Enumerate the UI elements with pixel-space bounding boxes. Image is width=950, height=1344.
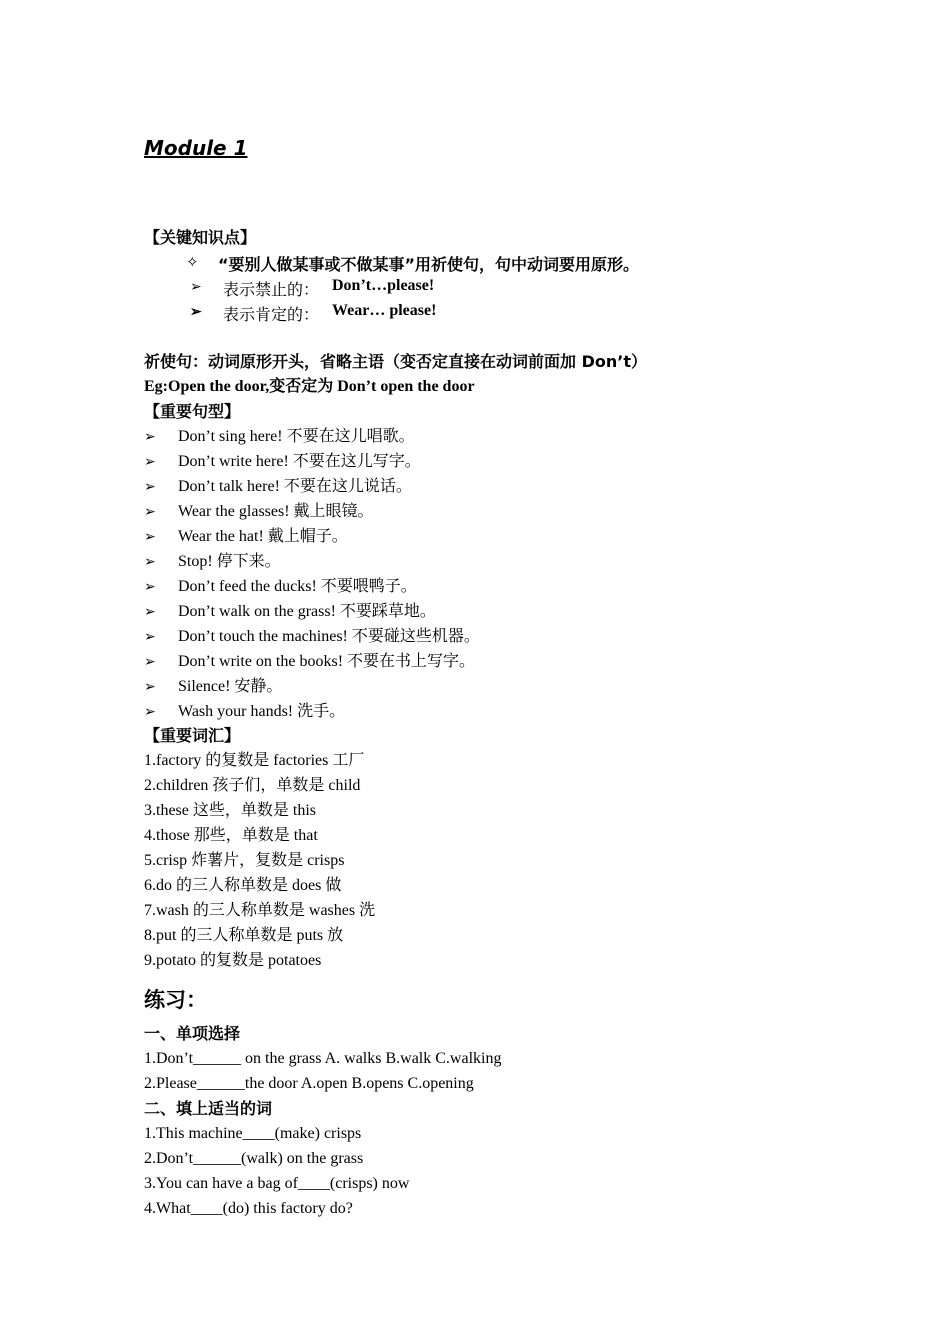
imperative-example: Eg:Open the door,变否定为 Don’t open the door <box>144 378 475 395</box>
arrowhead-bullet-icon: ➢ <box>144 480 156 495</box>
sentence-text: Don’t touch the machines! 不要碰这些机器。 <box>178 628 480 645</box>
arrowhead-bullet-icon: ➢ <box>144 455 156 470</box>
key-points-heading: 【关键知识点】 <box>144 228 257 247</box>
sentence-text: Wash your hands! 洗手。 <box>178 703 346 720</box>
section-2-heading: 二、填上适当的词 <box>144 1099 273 1118</box>
sentence-text: Wear the hat! 戴上帽子。 <box>178 528 348 545</box>
sentence-text: Don’t talk here! 不要在这儿说话。 <box>178 478 412 495</box>
arrowhead-bullet-icon: ➢ <box>144 580 156 595</box>
sentence-item <box>144 427 415 448</box>
arrowhead-bullet-icon: ➢ <box>190 280 202 295</box>
exercise-item: 3.You can have a bag of____(crisps) now <box>144 1175 410 1192</box>
exercise-item: 1.This machine____(make) crisps <box>144 1125 362 1142</box>
sentences-heading: 【重要句型】 <box>144 402 241 421</box>
key-point-rule: “要别人做某事或不做某事”用祈使句，句中动词要用原形。 <box>218 255 640 274</box>
arrowhead-bullet-icon: ➢ <box>144 530 156 545</box>
vocabulary-item: 5.crisp 炸薯片，复数是 crisps <box>144 852 345 869</box>
arrowhead-bullet-icon: ➢ <box>144 430 156 445</box>
arrowhead-bullet-icon: ➢ <box>190 305 202 320</box>
affirmative-pattern: Wear… please! <box>332 302 437 319</box>
vocabulary-item: 9.potato 的复数是 potatoes <box>144 952 322 969</box>
sentence-item <box>144 677 282 698</box>
sentence-item <box>144 552 281 573</box>
prohibition-pattern: Don’t…please! <box>332 277 435 294</box>
section-1-heading: 一、单项选择 <box>144 1024 241 1043</box>
exercise-item: 2.Don’t______(walk) on the grass <box>144 1150 364 1167</box>
arrowhead-bullet-icon: ➢ <box>144 605 156 620</box>
arrowhead-bullet-icon: ➢ <box>144 655 156 670</box>
arrowhead-bullet-icon: ➢ <box>144 705 156 720</box>
sentence-item <box>144 577 417 598</box>
sentence-text: Don’t write on the books! 不要在书上写字。 <box>178 653 476 670</box>
arrowhead-bullet-icon: ➢ <box>144 505 156 520</box>
sentence-text: Stop! 停下来。 <box>178 553 281 570</box>
sentence-item <box>144 452 421 473</box>
vocabulary-item: 4.those 那些，单数是 that <box>144 827 318 844</box>
vocabulary-item: 1.factory 的复数是 factories 工厂 <box>144 752 365 769</box>
vocabulary-item: 8.put 的三人称单数是 puts 放 <box>144 927 344 944</box>
vocabulary-heading: 【重要词汇】 <box>144 726 241 745</box>
sentence-text: Don’t sing here! 不要在这儿唱歌。 <box>178 428 415 445</box>
sentence-item <box>144 702 345 723</box>
sentence-item <box>144 652 475 673</box>
sentence-item <box>144 527 348 548</box>
arrowhead-bullet-icon: ➢ <box>144 630 156 645</box>
exercise-item: 2.Please______the door A.open B.opens C.opening <box>144 1075 474 1092</box>
vocabulary-item: 6.do 的三人称单数是 does 做 <box>144 877 342 894</box>
sentence-item <box>144 627 480 648</box>
vocabulary-item: 3.these 这些，单数是 this <box>144 802 316 819</box>
prohibition-label: 表示禁止的： <box>223 282 320 299</box>
imperative-explanation: 祈使句：动词原形开头，省略主语（变否定直接在动词前面加 Don’t） <box>144 352 647 371</box>
sentence-item <box>144 477 412 498</box>
arrowhead-bullet-icon: ➢ <box>144 555 156 570</box>
sentence-text: Don’t feed the ducks! 不要喂鸭子。 <box>178 578 417 595</box>
sentence-text: Silence! 安静。 <box>178 678 283 695</box>
sentence-text: Don’t walk on the grass! 不要踩草地。 <box>178 603 436 620</box>
vocabulary-item: 2.children 孩子们，单数是 child <box>144 777 361 794</box>
exercise-item: 1.Don’t______ on the grass A. walks B.walk C.walking <box>144 1050 502 1067</box>
diamond-bullet-icon: ✧ <box>186 255 199 271</box>
sentence-text: Wear the glasses! 戴上眼镜。 <box>178 503 374 520</box>
page-title: Module 1 <box>144 136 248 160</box>
affirmative-label: 表示肯定的： <box>223 307 320 324</box>
vocabulary-item: 7.wash 的三人称单数是 washes 洗 <box>144 902 376 919</box>
sentence-item <box>144 602 436 623</box>
sentence-item <box>144 502 374 523</box>
sentence-text: Don’t write here! 不要在这儿写字。 <box>178 453 421 470</box>
arrowhead-bullet-icon: ➢ <box>144 680 156 695</box>
practice-heading: 练习： <box>144 988 207 1012</box>
exercise-item: 4.What____(do) this factory do? <box>144 1200 353 1217</box>
